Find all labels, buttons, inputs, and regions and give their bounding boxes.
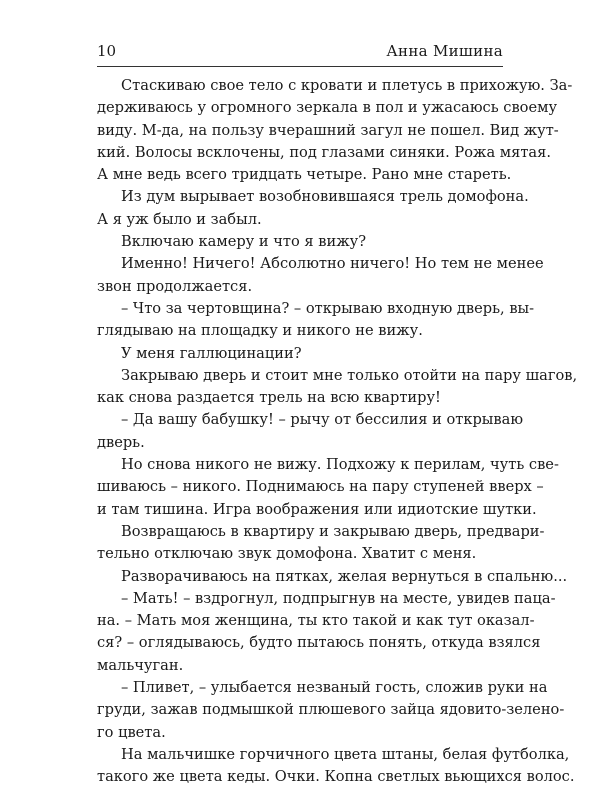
- text-line: тельно отключаю звук домофона. Хватит с меня.: [97, 545, 477, 563]
- text-line: мальчуган.: [97, 656, 184, 674]
- text-line: У меня галлюцинации?: [121, 344, 302, 362]
- header-rule: [97, 66, 503, 67]
- text-line: кий. Волосы всклочены, под глазами синяки. Рожа мятая.: [97, 143, 551, 161]
- text-line: А я уж было и забыл.: [97, 210, 262, 228]
- text-line: – Пливет, – улыбается незваный гость, сложив руки на: [121, 679, 548, 697]
- page-number: 10: [97, 42, 117, 60]
- text-line: Разворачиваюсь на пятках, желая вернуться в спальню...: [121, 567, 568, 585]
- body-text: [97, 75, 578, 789]
- text-line: – Мать! – вздрогнул, подпрыгнув на месте, увидев паца-: [121, 589, 556, 607]
- text-line: – Да вашу бабушку! – рычу от бессилия и открываю: [121, 411, 524, 429]
- text-line: виду. М-да, на пользу вчерашний загул не пошел. Вид жут-: [97, 121, 559, 139]
- text-line: Стаскиваю свое тело с кровати и плетусь в прихожую. За-: [121, 77, 573, 94]
- text-line: такого же цвета кеды. Очки. Копна светлых вьющихся волос.: [97, 768, 575, 786]
- text-line: глядываю на площадку и никого не вижу.: [97, 322, 423, 340]
- text-line: и там тишина. Игра воображения или идиотские шутки.: [97, 500, 537, 518]
- text-line: го цвета.: [97, 723, 166, 741]
- text-line: Именно! Ничего! Абсолютно ничего! Но тем не менее: [121, 255, 544, 273]
- text-line: Возвращаюсь в квартиру и закрываю дверь, предвари-: [121, 522, 545, 540]
- text-line: шиваюсь – никого. Поднимаюсь на пару ступеней вверх –: [97, 478, 544, 496]
- text-line: А мне ведь всего тридцать четыре. Рано мне стареть.: [97, 166, 512, 184]
- text-line: звон продолжается.: [97, 277, 253, 295]
- text-line: на. – Мать моя женщина, ты кто такой и как тут оказал-: [97, 612, 535, 630]
- text-line: – Что за чертовщина? – открываю входную дверь, вы-: [121, 299, 535, 317]
- text-line: Из дум вырывает возобновившаяся трель домофона.: [121, 188, 529, 206]
- text-line: Закрываю дверь и стоит мне только отойти на пару шагов,: [121, 366, 578, 384]
- text-line: дверь.: [97, 433, 145, 451]
- text-line: ся? – оглядываюсь, будто пытаюсь понять, откуда взялся: [97, 634, 541, 652]
- text-line: как снова раздается трель на всю квартиру!: [97, 389, 441, 407]
- text-line: На мальчишке горчичного цвета штаны, белая футболка,: [121, 745, 570, 763]
- text-line: Но снова никого не вижу. Подхожу к перилам, чуть све-: [121, 456, 559, 474]
- running-title-author: Анна Мишина: [386, 42, 503, 60]
- text-line: держиваюсь у огромного зеркала в пол и ужасаюсь своему: [97, 99, 558, 117]
- page-header: [97, 42, 503, 64]
- text-line: груди, зажав подмышкой плюшевого зайца ядовито-зелено-: [97, 701, 565, 719]
- text-line: Включаю камеру и что я вижу?: [121, 233, 367, 251]
